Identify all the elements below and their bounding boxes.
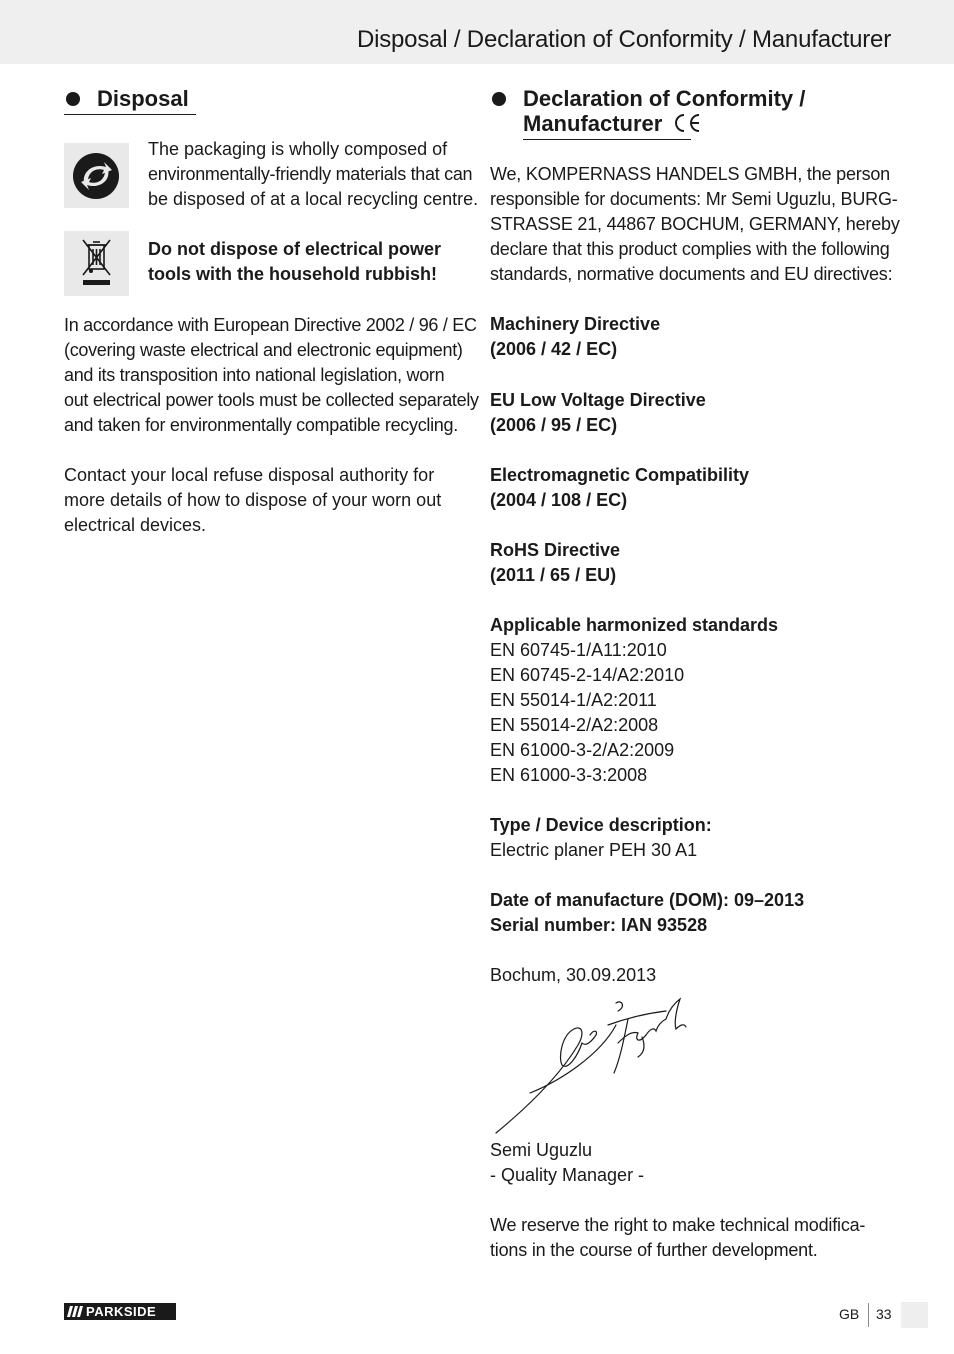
directive-code: (2006 / 42 / EC): [490, 339, 618, 359]
reserve-note: [490, 1213, 865, 1263]
text-line: Contact your local refuse disposal authority for: [64, 465, 435, 485]
standards-heading: Applicable harmonized standards: [490, 615, 779, 635]
signer-name: Semi Uguzlu: [490, 1140, 593, 1160]
heading-line-text: Manufacturer: [523, 111, 663, 136]
directive-name: Machinery Directive: [490, 314, 661, 334]
text-line: environmentally-friendly materials that can: [148, 164, 473, 184]
directive-machinery: [490, 312, 660, 362]
type-block: [490, 813, 712, 863]
standard-item: EN 60745-1/A11:2010: [490, 640, 667, 660]
text-line: Do not dispose of electrical power: [148, 239, 442, 259]
standards-block: [490, 613, 778, 788]
heading-line: Declaration of Conformity /: [523, 86, 806, 111]
footer-divider: [868, 1303, 869, 1327]
directive-name: Electromagnetic Compatibility: [490, 465, 750, 485]
heading-underline: [523, 139, 691, 140]
standard-item: EN 61000-3-2/A2:2009: [490, 740, 675, 760]
heading-line: [523, 111, 805, 139]
text-line: be disposed of at a local recycling centre.: [148, 189, 479, 209]
directive-low-voltage: [490, 388, 706, 438]
text-line: The packaging is wholly composed of: [148, 139, 448, 159]
text-line: STRASSE 21, 44867 BOCHUM, GERMANY, hereby: [490, 214, 900, 234]
ce-mark-icon: [672, 112, 702, 139]
text-line: tools with the household rubbish!: [148, 264, 437, 284]
directive-name: EU Low Voltage Directive: [490, 390, 706, 410]
signer-title: - Quality Manager -: [490, 1165, 645, 1185]
warning-text: [148, 237, 441, 287]
recycling-icon: [64, 143, 129, 208]
text-line: electrical devices.: [64, 515, 207, 535]
declaration-intro: [490, 162, 900, 287]
declaration-heading: [523, 86, 805, 139]
country-code: GB: [839, 1306, 860, 1322]
text-line: We, KOMPERNASS HANDELS GMBH, the person: [490, 164, 890, 184]
heading-bullet: [66, 92, 80, 106]
dom-serial-block: [490, 888, 804, 938]
type-value: Electric planer PEH 30 A1: [490, 840, 698, 860]
page-title: Disposal / Declaration of Conformity / Manufacturer: [356, 26, 891, 53]
directive-code: (2006 / 95 / EC): [490, 415, 618, 435]
brand-logo: [64, 1303, 176, 1320]
text-line: more details of how to dispose of your worn out: [64, 490, 442, 510]
text-line: declare that this product complies with the following: [490, 239, 890, 259]
signer-block: [490, 1138, 644, 1188]
text-line: standards, normative documents and EU directives:: [490, 264, 893, 284]
standard-item: EN 60745-2-14/A2:2010: [490, 665, 685, 685]
disposal-heading: Disposal: [97, 86, 189, 111]
type-heading: Type / Device description:: [490, 815, 712, 835]
place-date: Bochum, 30.09.2013: [490, 965, 657, 985]
text-line: (covering waste electrical and electronic equipment): [64, 340, 463, 360]
directive-rohs: [490, 538, 620, 588]
directive-code: (2004 / 108 / EC): [490, 490, 628, 510]
footer-tab: [901, 1302, 928, 1328]
text-line: tions in the course of further development.: [490, 1240, 818, 1260]
heading-underline: [64, 114, 196, 115]
text-line: and its transposition into national legislation, worn: [64, 365, 445, 385]
date-of-manufacture: Date of manufacture (DOM): 09–2013: [490, 890, 805, 910]
contact-paragraph: [64, 463, 441, 538]
directive-name: RoHS Directive: [490, 540, 621, 560]
directive-emc: [490, 463, 749, 513]
heading-bullet: [492, 92, 506, 106]
crossed-bin-icon: [64, 231, 129, 296]
text-line: responsible for documents: Mr Semi Uguzlu, BURG-: [490, 189, 898, 209]
standard-item: EN 61000-3-3:2008: [490, 765, 648, 785]
text-line: out electrical power tools must be collected separately: [64, 390, 479, 410]
text-line: and taken for environmentally compatible recycling.: [64, 415, 458, 435]
serial-number: Serial number: IAN 93528: [490, 915, 708, 935]
directive-code: (2011 / 65 / EU): [490, 565, 617, 585]
recycling-text: [148, 137, 478, 212]
text-line: We reserve the right to make technical modifica-: [490, 1215, 866, 1235]
standard-item: EN 55014-1/A2:2011: [490, 690, 657, 710]
directive-paragraph: [64, 313, 479, 438]
brand-name: PARKSIDE: [86, 1304, 157, 1319]
standard-item: EN 55014-2/A2:2008: [490, 715, 659, 735]
text-line: In accordance with European Directive 2002 / 96 / EC: [64, 315, 477, 335]
signature-icon: [490, 995, 690, 1135]
page-number: 33: [876, 1306, 892, 1322]
